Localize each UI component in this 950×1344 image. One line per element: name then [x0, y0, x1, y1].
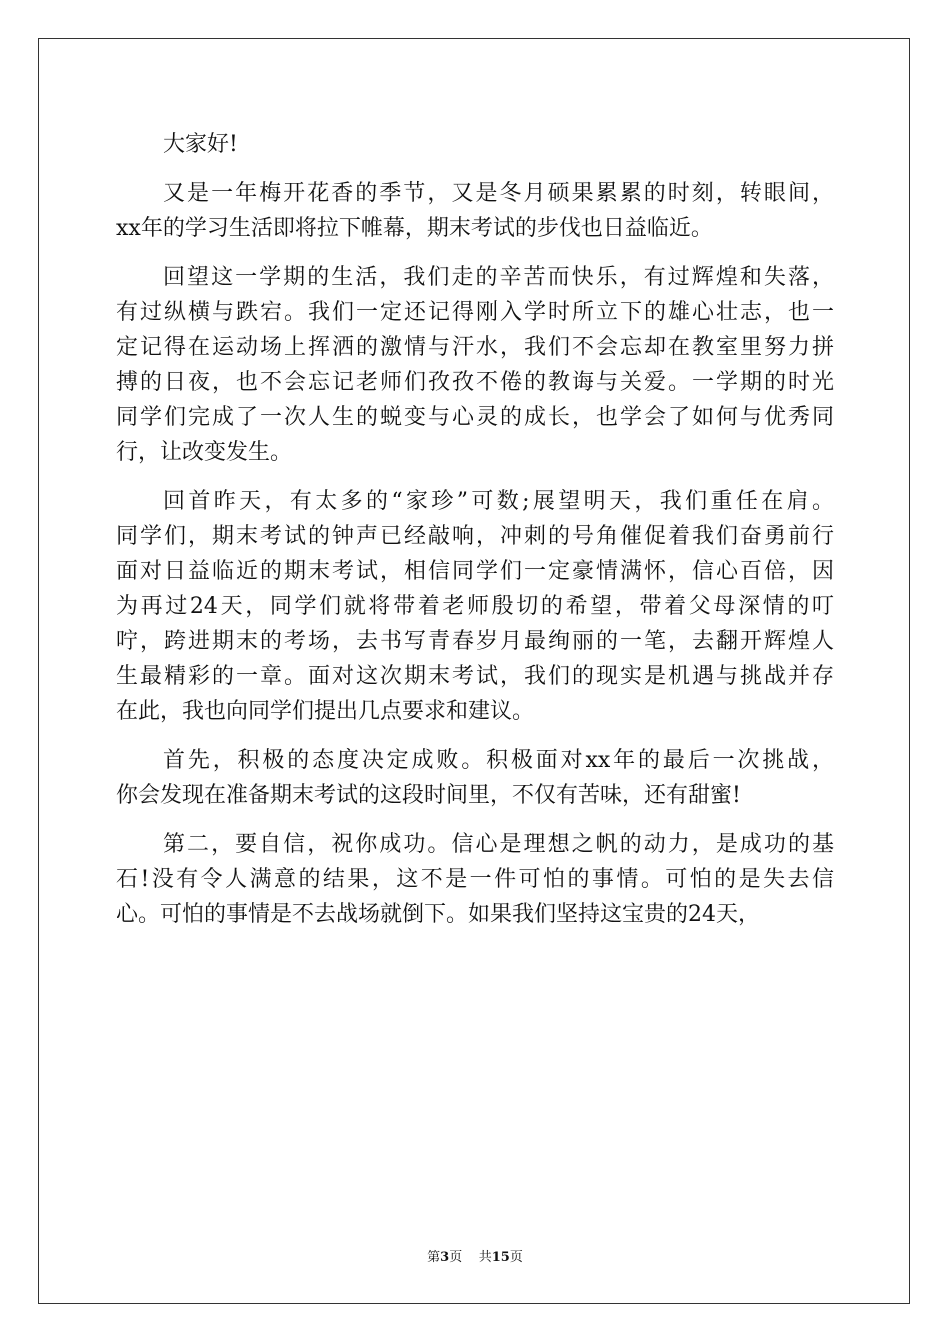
- text-line: xx年的学习生活即将拉下帷幕，期末考试的步伐也日益临近。: [116, 216, 713, 241]
- footer-total-prefix: 共: [478, 1250, 492, 1265]
- text-line: 为再过24天，同学们就将带着老师殷切的希望，带着父母深情的叮: [116, 594, 834, 619]
- page-footer: [0, 1246, 950, 1265]
- document-body: [116, 127, 834, 946]
- text-line: 咛，跨进期末的考场，去书写青春岁月最绚丽的一笔，去翻开辉煌人: [116, 629, 834, 654]
- text-line: 首先，积极的态度决定成败。积极面对xx年的最后一次挑战，: [163, 748, 834, 773]
- text-line: 回望这一学期的生活，我们走的辛苦而快乐，有过辉煌和失落，: [163, 265, 834, 290]
- text-line: 面对日益临近的期末考试，相信同学们一定豪情满怀，信心百倍，因: [116, 559, 834, 584]
- text-line: 行，让改变发生。: [116, 440, 293, 465]
- text-line: 回首昨天，有太多的“家珍”可数;展望明天，我们重任在肩。: [163, 489, 834, 514]
- paragraph-intro: [116, 176, 834, 246]
- text-line: 有过纵横与跌宕。我们一定还记得刚入学时所立下的雄心壮志，也一: [116, 300, 834, 325]
- paragraph-greeting: [116, 127, 834, 162]
- text-line: 生最精彩的一章。面对这次期末考试，我们的现实是机遇与挑战并存: [116, 664, 834, 689]
- paragraph-review: [116, 260, 834, 470]
- text-line: 石!没有令人满意的结果，这不是一件可怕的事情。可怕的是失去信: [116, 867, 834, 892]
- total-page-count: 15: [491, 1250, 510, 1265]
- text-line: 大家好!: [163, 132, 238, 157]
- current-page-number: 3: [440, 1250, 450, 1265]
- paragraph-first-point: [116, 743, 834, 813]
- text-line: 定记得在运动场上挥洒的激情与汗水，我们不会忘却在教室里努力拼: [116, 335, 834, 360]
- text-line: 心。可怕的事情是不去战场就倒下。如果我们坚持这宝贵的24天，: [116, 902, 760, 927]
- text-line: 又是一年梅开花香的季节，又是冬月硕果累累的时刻，转眼间，: [163, 181, 834, 206]
- paragraph-outlook: [116, 484, 834, 729]
- text-line: 同学们完成了一次人生的蜕变与心灵的成长，也学会了如何与优秀同: [116, 405, 834, 430]
- text-line: 在此，我也向同学们提出几点要求和建议。: [116, 699, 535, 724]
- footer-page-suffix: 页: [449, 1250, 463, 1265]
- text-line: 你会发现在准备期末考试的这段时间里，不仅有苦味，还有甜蜜!: [116, 783, 741, 808]
- footer-total-suffix: 页: [509, 1250, 523, 1265]
- footer-prefix: 第: [427, 1250, 441, 1265]
- text-line: 搏的日夜，也不会忘记老师们孜孜不倦的教诲与关爱。一学期的时光: [116, 370, 834, 395]
- text-line: 第二，要自信，祝你成功。信心是理想之帆的动力，是成功的基: [163, 832, 834, 857]
- text-line: 同学们，期末考试的钟声已经敲响，冲刺的号角催促着我们奋勇前行: [116, 524, 834, 549]
- paragraph-second-point: [116, 827, 834, 932]
